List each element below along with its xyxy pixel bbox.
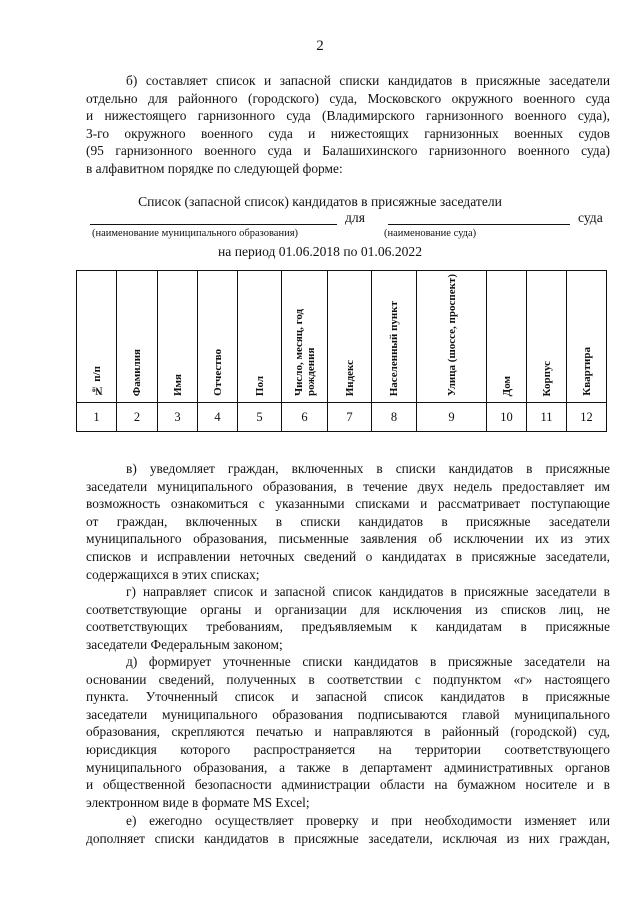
table-number-row <box>77 403 607 432</box>
paragraph-d-line: муниципального образования, а также в департамент административных органов <box>86 759 610 775</box>
header-cell <box>328 271 372 403</box>
paragraph-d-line: заседатели муниципального образования подписываются главой муниципального <box>86 706 610 722</box>
header-cell <box>282 271 328 403</box>
header-cell <box>372 271 417 403</box>
header-label: Населенный пункт <box>388 300 400 396</box>
form-fill-line <box>90 210 610 228</box>
table-header-row <box>77 271 607 403</box>
paragraph-e-line: дополняет списки кандидатов в присяжные заседатели, исключая из них граждан, <box>86 830 610 846</box>
column-number: 6 <box>282 403 328 432</box>
paragraph-e <box>86 812 610 847</box>
paragraph-g-line: соответствующие органы и организации для исключения из списков лиц, не <box>86 601 610 617</box>
header-label: Отчество <box>211 349 224 396</box>
header-cell <box>417 271 487 403</box>
column-number: 3 <box>158 403 198 432</box>
paragraph-d-line: образования, скрепляются печатью и направляются в районный (городской) суд, <box>86 724 610 740</box>
paragraph-v-line: содержащихся в этих списках; <box>86 566 260 582</box>
column-number: 10 <box>487 403 527 432</box>
header-cell <box>238 271 282 403</box>
paragraph-d-line: электронном виде в формате MS Excel; <box>86 794 310 810</box>
column-number: 2 <box>117 403 158 432</box>
column-number: 11 <box>527 403 567 432</box>
header-label: Дом <box>500 375 513 396</box>
paragraph-d-line: пункта. Уточненный список и запасной список кандидатов в присяжные <box>86 689 610 705</box>
header-label: Фамилия <box>131 348 143 396</box>
municipality-blank <box>90 224 337 225</box>
paragraph-b-line: и нижестоящего гарнизонного суда (Владимирского гарнизонного военного суда), <box>86 108 610 124</box>
header-cell <box>158 271 198 403</box>
caption-court: (наименование суда) <box>384 228 477 239</box>
paragraph-v-line: списков и исправлении неточных сведений о кандидатах в присяжные заседатели, <box>86 548 610 564</box>
column-number: 1 <box>77 403 117 432</box>
paragraph-b-line: 3-го окружного военного суда и нижестоящих гарнизонных военных судов <box>86 125 610 141</box>
paragraph-g-line: соответствующих требованиям, предъявляемым к кандидатам в присяжные <box>86 619 610 635</box>
paragraph-g-line: г) направляет список и запасной список кандидатов в присяжные заседатели в <box>126 584 610 599</box>
paragraph-v <box>86 460 610 583</box>
paragraph-d-line: д) формирует уточненные списки кандидатов в присяжные заседатели на <box>126 654 610 669</box>
paragraph-d <box>86 653 610 811</box>
page-number: 2 <box>316 38 324 54</box>
column-number: 7 <box>328 403 372 432</box>
column-number: 5 <box>238 403 282 432</box>
header-label: Улица (шоссе, проспект) <box>445 273 458 396</box>
header-label: № п/п <box>90 365 103 396</box>
form-title: Список (запасной список) кандидатов в присяжные заседатели <box>138 194 502 209</box>
column-number: 8 <box>372 403 417 432</box>
paragraph-d-line: юрисдикция которого распространяется на территории соответствующего <box>86 741 610 757</box>
header-label: Корпус <box>540 360 553 396</box>
paragraph-v-line: от граждан, включенных в списки кандидатов в присяжные заседатели <box>86 513 610 529</box>
court-blank <box>388 224 570 225</box>
court-word: суда <box>578 210 603 225</box>
paragraph-e-line: е) ежегодно осуществляет проверку и при необходимости изменяет или <box>126 813 610 828</box>
caption-municipality: (наименование муниципального образования) <box>92 228 299 239</box>
paragraph-b-line: б) составляет список и запасной списки кандидатов в присяжные заседатели <box>126 73 610 88</box>
paragraph-v-line: муниципального образования, письменные заявления об исключении их из этих <box>86 531 610 547</box>
paragraph-v-line: заседатели муниципального образования, в течение двух недель предоставляет им <box>86 478 610 494</box>
form-period: на период 01.06.2018 по 01.06.2022 <box>217 244 423 259</box>
paragraph-v-line: возможность ознакомиться с указанными списками и рассматривает поступающие <box>86 496 610 512</box>
header-cell <box>198 271 238 403</box>
paragraph-g <box>86 583 610 653</box>
paragraph-b-line: в алфавитном порядке по следующей форме: <box>86 160 343 176</box>
column-number: 12 <box>567 403 607 432</box>
column-number: 9 <box>417 403 487 432</box>
header-cell <box>567 271 607 403</box>
header-label: Число, месяц, год рождения <box>292 308 317 396</box>
header-label: Квартира <box>580 347 593 396</box>
paragraph-g-line: заседатели Федеральным законом; <box>86 636 283 652</box>
header-label: Пол <box>253 375 266 396</box>
candidates-form-table <box>76 270 607 432</box>
header-cell <box>77 271 117 403</box>
paragraph-v-line: в) уведомляет граждан, включенных в списки кандидатов в присяжные <box>126 461 610 476</box>
paragraph-d-line: и общественной безопасности администрации области на бумажном носителе и в <box>86 777 610 793</box>
paragraph-b-line: отдельно для районного (городского) суда, Московского окружного военного суда <box>86 90 610 106</box>
paragraph-b-line: (95 гарнизонного военного суда и Балашихинского гарнизонного военного суда) <box>86 143 610 159</box>
header-cell <box>527 271 567 403</box>
for-word: для <box>345 210 365 225</box>
header-cell <box>487 271 527 403</box>
column-number: 4 <box>198 403 238 432</box>
paragraph-d-line: основании сведений, полученных в соответствии с подпунктом «г» настоящего <box>86 671 610 687</box>
header-cell <box>117 271 158 403</box>
header-label: Индекс <box>343 359 356 396</box>
paragraph-b <box>86 72 610 178</box>
header-label: Имя <box>171 374 184 396</box>
